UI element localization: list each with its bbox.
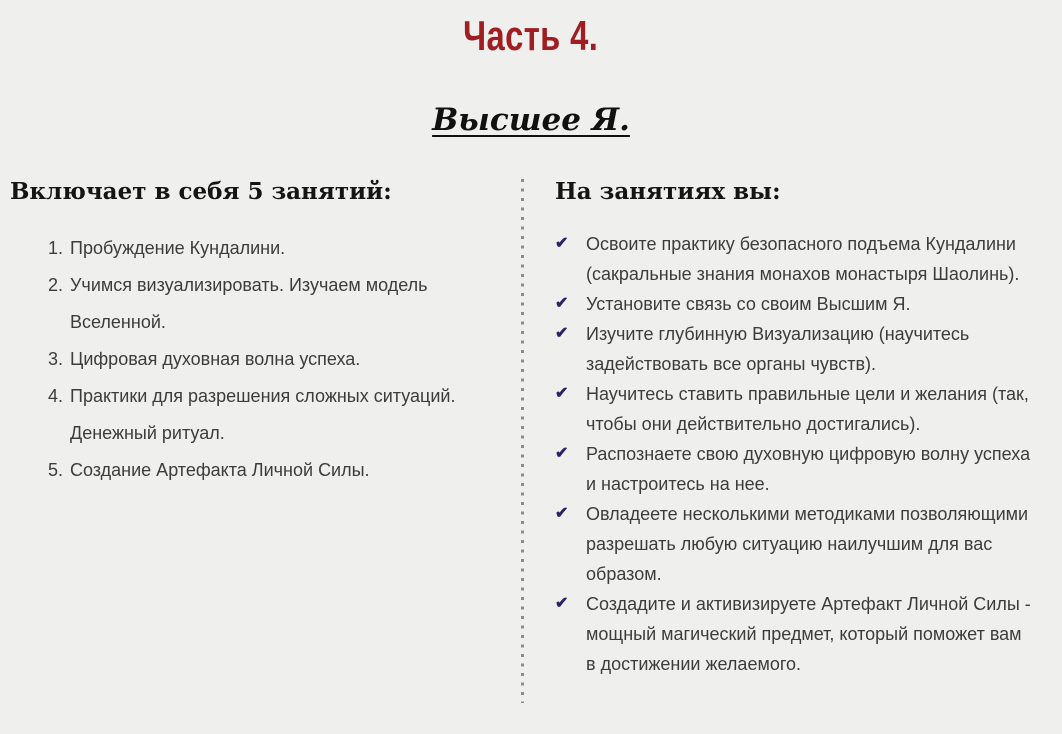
outcomes-list	[555, 229, 1036, 679]
left-column-heading: Включает в себя 5 занятий:	[10, 177, 392, 205]
list-item: 1. Пробуждение Кундалини.	[68, 230, 521, 267]
list-item-text: Научитесь ставить правильные цели и желания (так, чтобы они действительно достигались).	[586, 384, 1029, 435]
check-icon: ✔	[555, 595, 569, 613]
list-item	[555, 589, 1036, 679]
check-icon: ✔	[555, 235, 569, 253]
list-item-text: Установите связь со своим Высшим Я.	[586, 294, 911, 315]
list-item: 2. Учимся визуализировать. Изучаем модель Вселенной.	[68, 267, 521, 341]
check-icon: ✔	[555, 295, 569, 313]
check-icon: ✔	[555, 385, 569, 403]
page-title	[0, 0, 1062, 59]
list-item	[555, 289, 1036, 319]
content-columns	[0, 179, 1062, 703]
list-item-text: Создадите и активизируете Артефакт Личной Силы - мощный магический предмет, который поможет вам в достижении желаемого.	[586, 594, 1031, 675]
session-outcomes-section	[524, 179, 1062, 703]
list-item: 5. Создание Артефакта Личной Силы.	[68, 452, 521, 489]
list-item	[555, 439, 1036, 499]
list-item	[555, 229, 1036, 289]
check-icon: ✔	[555, 325, 569, 343]
included-lessons-section	[0, 179, 521, 703]
list-item-text: Овладеете несколькими методиками позволяющими разрешать любую ситуацию наилучшим для вас образом.	[586, 504, 1029, 585]
page-title-text: Часть 4.	[463, 12, 599, 59]
list-item-text: Изучите глубинную Визуализацию (научитесь задействовать все органы чувств).	[586, 324, 970, 375]
list-item	[555, 379, 1036, 439]
list-item	[555, 499, 1036, 589]
page-subtitle-text: Высшее Я.	[432, 102, 630, 139]
page-subtitle	[0, 59, 1062, 139]
list-item-text: Распознаете свою духовную цифровую волну успеха и настроитесь на нее.	[586, 444, 1031, 495]
lessons-list	[10, 230, 521, 489]
check-icon: ✔	[555, 445, 569, 463]
list-item: 3. Цифровая духовная волна успеха.	[68, 341, 521, 378]
list-item: 4. Практики для разрешения сложных ситуаций. Денежный ритуал.	[68, 378, 521, 452]
list-item	[555, 319, 1036, 379]
check-icon: ✔	[555, 505, 569, 523]
list-item-text: Освоите практику безопасного подъема Кундалини (сакральные знания монахов монастыря Шаолинь).	[586, 234, 1020, 285]
right-column-heading: На занятиях вы:	[555, 177, 781, 205]
